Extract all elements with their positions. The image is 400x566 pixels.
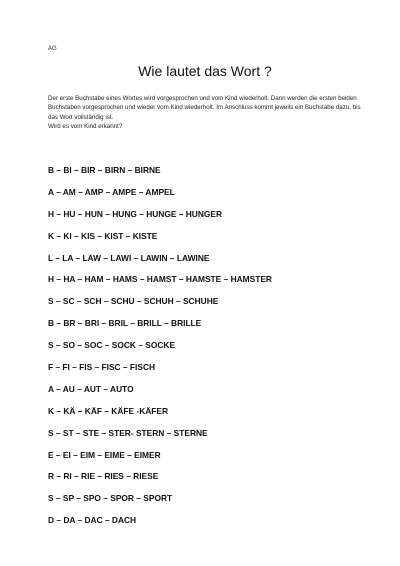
header-code: AG (48, 46, 57, 52)
word-sequence-list (48, 164, 272, 536)
word-sequence-ampel: A – AM – AMP – AMPE – AMPEL (48, 186, 175, 197)
word-sequence-riese: R – RI – RIE – RIES – RIESE (48, 471, 159, 482)
instructions-text: Der erste Buchstabe eines Wortes wird vorgesprochen und vom Kind wiederholt. Dann werden die ersten beiden Buchstaben vorgesprochen und wieder vom Kind wiederholt. Im Anschluss kommt jeweils ein Buchstabe dazu, bis das Wort vollständig ist. (48, 95, 361, 121)
word-sequence-hamster: H – HA – HAM – HAMS – HAMST – HAMSTE – HAMSTER (48, 274, 272, 285)
instructions-question: Wird es vom Kind erkannt? (48, 123, 123, 131)
word-sequence-schuhe: S – SC – SCH – SCHU – SCHUH – SCHUHE (48, 296, 219, 307)
word-sequence-fisch: F – FI – FIS – FISC – FISCH (48, 362, 156, 373)
word-sequence-kiste: K – KI – KIS – KIST – KISTE (48, 230, 158, 241)
word-sequence-kaefer: K – KÄ – KÄF – KÄFE -KÄFER (48, 405, 169, 416)
instructions-paragraph (48, 94, 366, 132)
word-sequence-socke: S – SO – SOC – SOCK – SOCKE (48, 340, 176, 351)
word-sequence-eimer: E – EI – EIM – EIME – EIMER (48, 449, 161, 460)
word-sequence-hunger: H – HU – HUN – HUNG – HUNGE – HUNGER (48, 208, 223, 219)
word-sequence-auto: A – AU – AUT – AUTO (48, 383, 134, 394)
word-sequence-birne: B – BI – BIR – BIRN – BIRNE (48, 165, 161, 175)
word-sequence-sport: S – SP – SPO – SPOR – SPORT (48, 493, 173, 504)
page-title: Wie lautet das Wort ? (138, 63, 272, 79)
word-sequence-lawine: L – LA – LAW – LAWI – LAWIN – LAWINE (48, 252, 210, 263)
word-sequence-sterne: S – ST – STE – STER- STERN – STERNE (48, 427, 208, 438)
word-sequence-brille: B – BR – BRI – BRIL – BRILL – BRILLE (48, 318, 202, 329)
word-sequence-dach: D – DA – DAC – DACH (48, 515, 137, 526)
